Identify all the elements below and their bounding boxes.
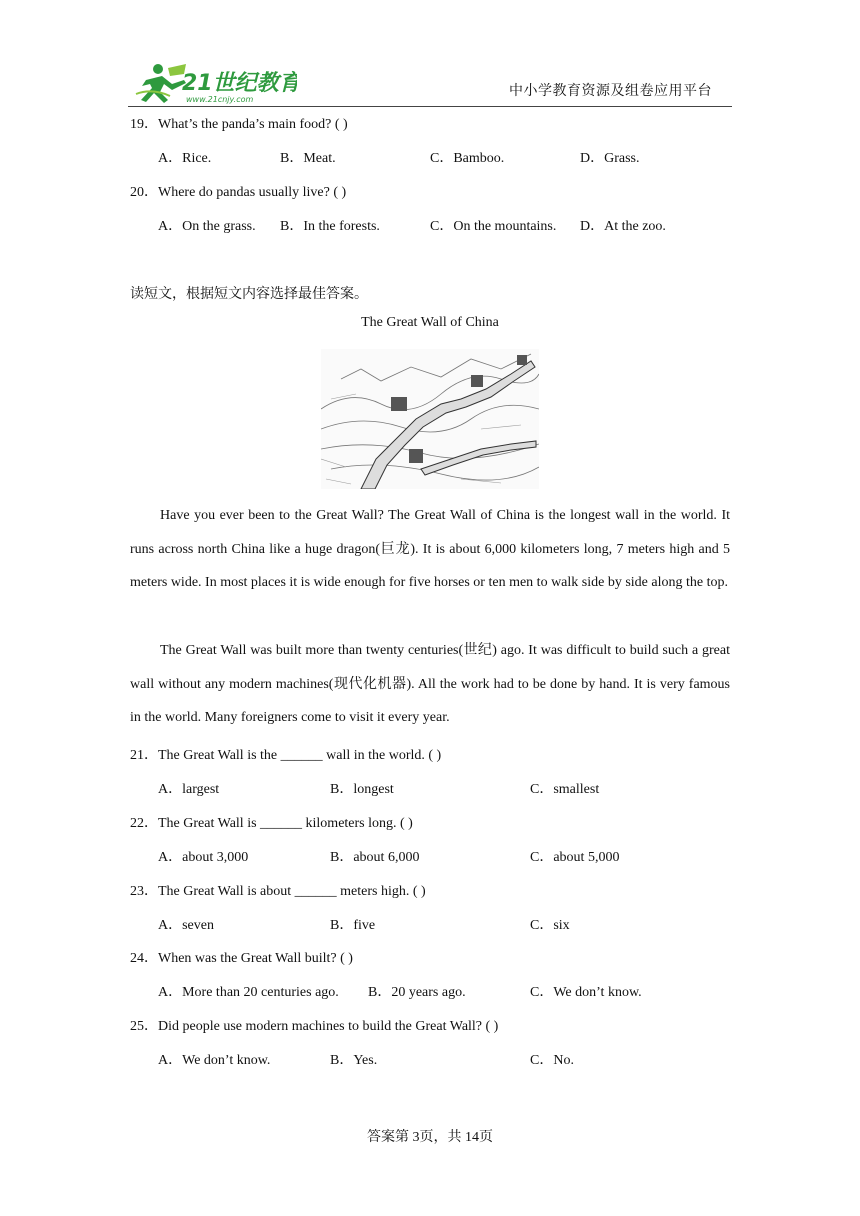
option: A．We don’t know. [158, 1053, 271, 1068]
option: D．Grass. [580, 151, 640, 166]
section-instruction: 读短文，根据短文内容选择最佳答案。 [130, 287, 368, 302]
passage-paragraph: Have you ever been to the Great Wall? The Great Wall of China is the longest wall in the world. It runs across north China like a huge dragon(巨龙). It is about 6,000 kilometers long, 7 meters high and 5 meters wide. In most places it is wide enough for five horses or ten men to walk side by side along the top. [130, 508, 730, 591]
option: C．On the mountains. [430, 219, 557, 234]
logo-url: www.21cnjy.com [186, 95, 254, 104]
runner-logo-icon [136, 64, 186, 103]
question-stem: 19．What’s the panda’s main food? ( ) [130, 117, 348, 132]
option: A．seven [158, 918, 214, 933]
platform-name: 中小学教育资源及组卷应用平台 [509, 84, 712, 99]
option: A．Rice. [158, 151, 212, 166]
option: B．longest [330, 782, 394, 797]
great-wall-illustration [321, 349, 539, 489]
option: A．On the grass. [158, 219, 256, 234]
site-logo [132, 60, 297, 106]
question-stem: 25．Did people use modern machines to build the Great Wall? ( ) [130, 1019, 499, 1034]
page-number: 答案第 3页，共 14页 [367, 1130, 493, 1145]
question-stem: 24．When was the Great Wall built? ( ) [130, 951, 353, 966]
question-stem: 21．The Great Wall is the ______ wall in the world. ( ) [130, 748, 442, 763]
option: C．No. [530, 1053, 574, 1068]
question-stem: 23．The Great Wall is about ______ meters high. ( ) [130, 884, 426, 899]
option: B．five [330, 918, 376, 933]
option: C．about 5,000 [530, 850, 620, 865]
header-divider [128, 106, 732, 107]
passage-title: The Great Wall of China [361, 315, 499, 330]
option: C．six [530, 918, 570, 933]
option: B．In the forests. [280, 219, 380, 234]
option: D．At the zoo. [580, 219, 666, 234]
question-stem: 22．The Great Wall is ______ kilometers long. ( ) [130, 816, 413, 831]
option: A．about 3,000 [158, 850, 249, 865]
option: B．20 years ago. [368, 985, 466, 1000]
option: A．More than 20 centuries ago. [158, 985, 339, 1000]
question-stem: 20．Where do pandas usually live? ( ) [130, 185, 347, 200]
passage-paragraph: The Great Wall was built more than twenty centuries(世纪) ago. It was difficult to build such a great wall without any modern machines(现代化机器). All the work had to be done by hand. It is very famous in the world. Many foreigners come to visit it every year. [130, 643, 730, 726]
option: A．largest [158, 782, 220, 797]
option: B．Yes. [330, 1053, 378, 1068]
option: B．about 6,000 [330, 850, 420, 865]
logo-text: 21世纪教育 [182, 71, 297, 96]
option: B．Meat. [280, 151, 336, 166]
option: C．Bamboo. [430, 151, 505, 166]
option: C．We don’t know. [530, 985, 642, 1000]
option: C．smallest [530, 782, 600, 797]
